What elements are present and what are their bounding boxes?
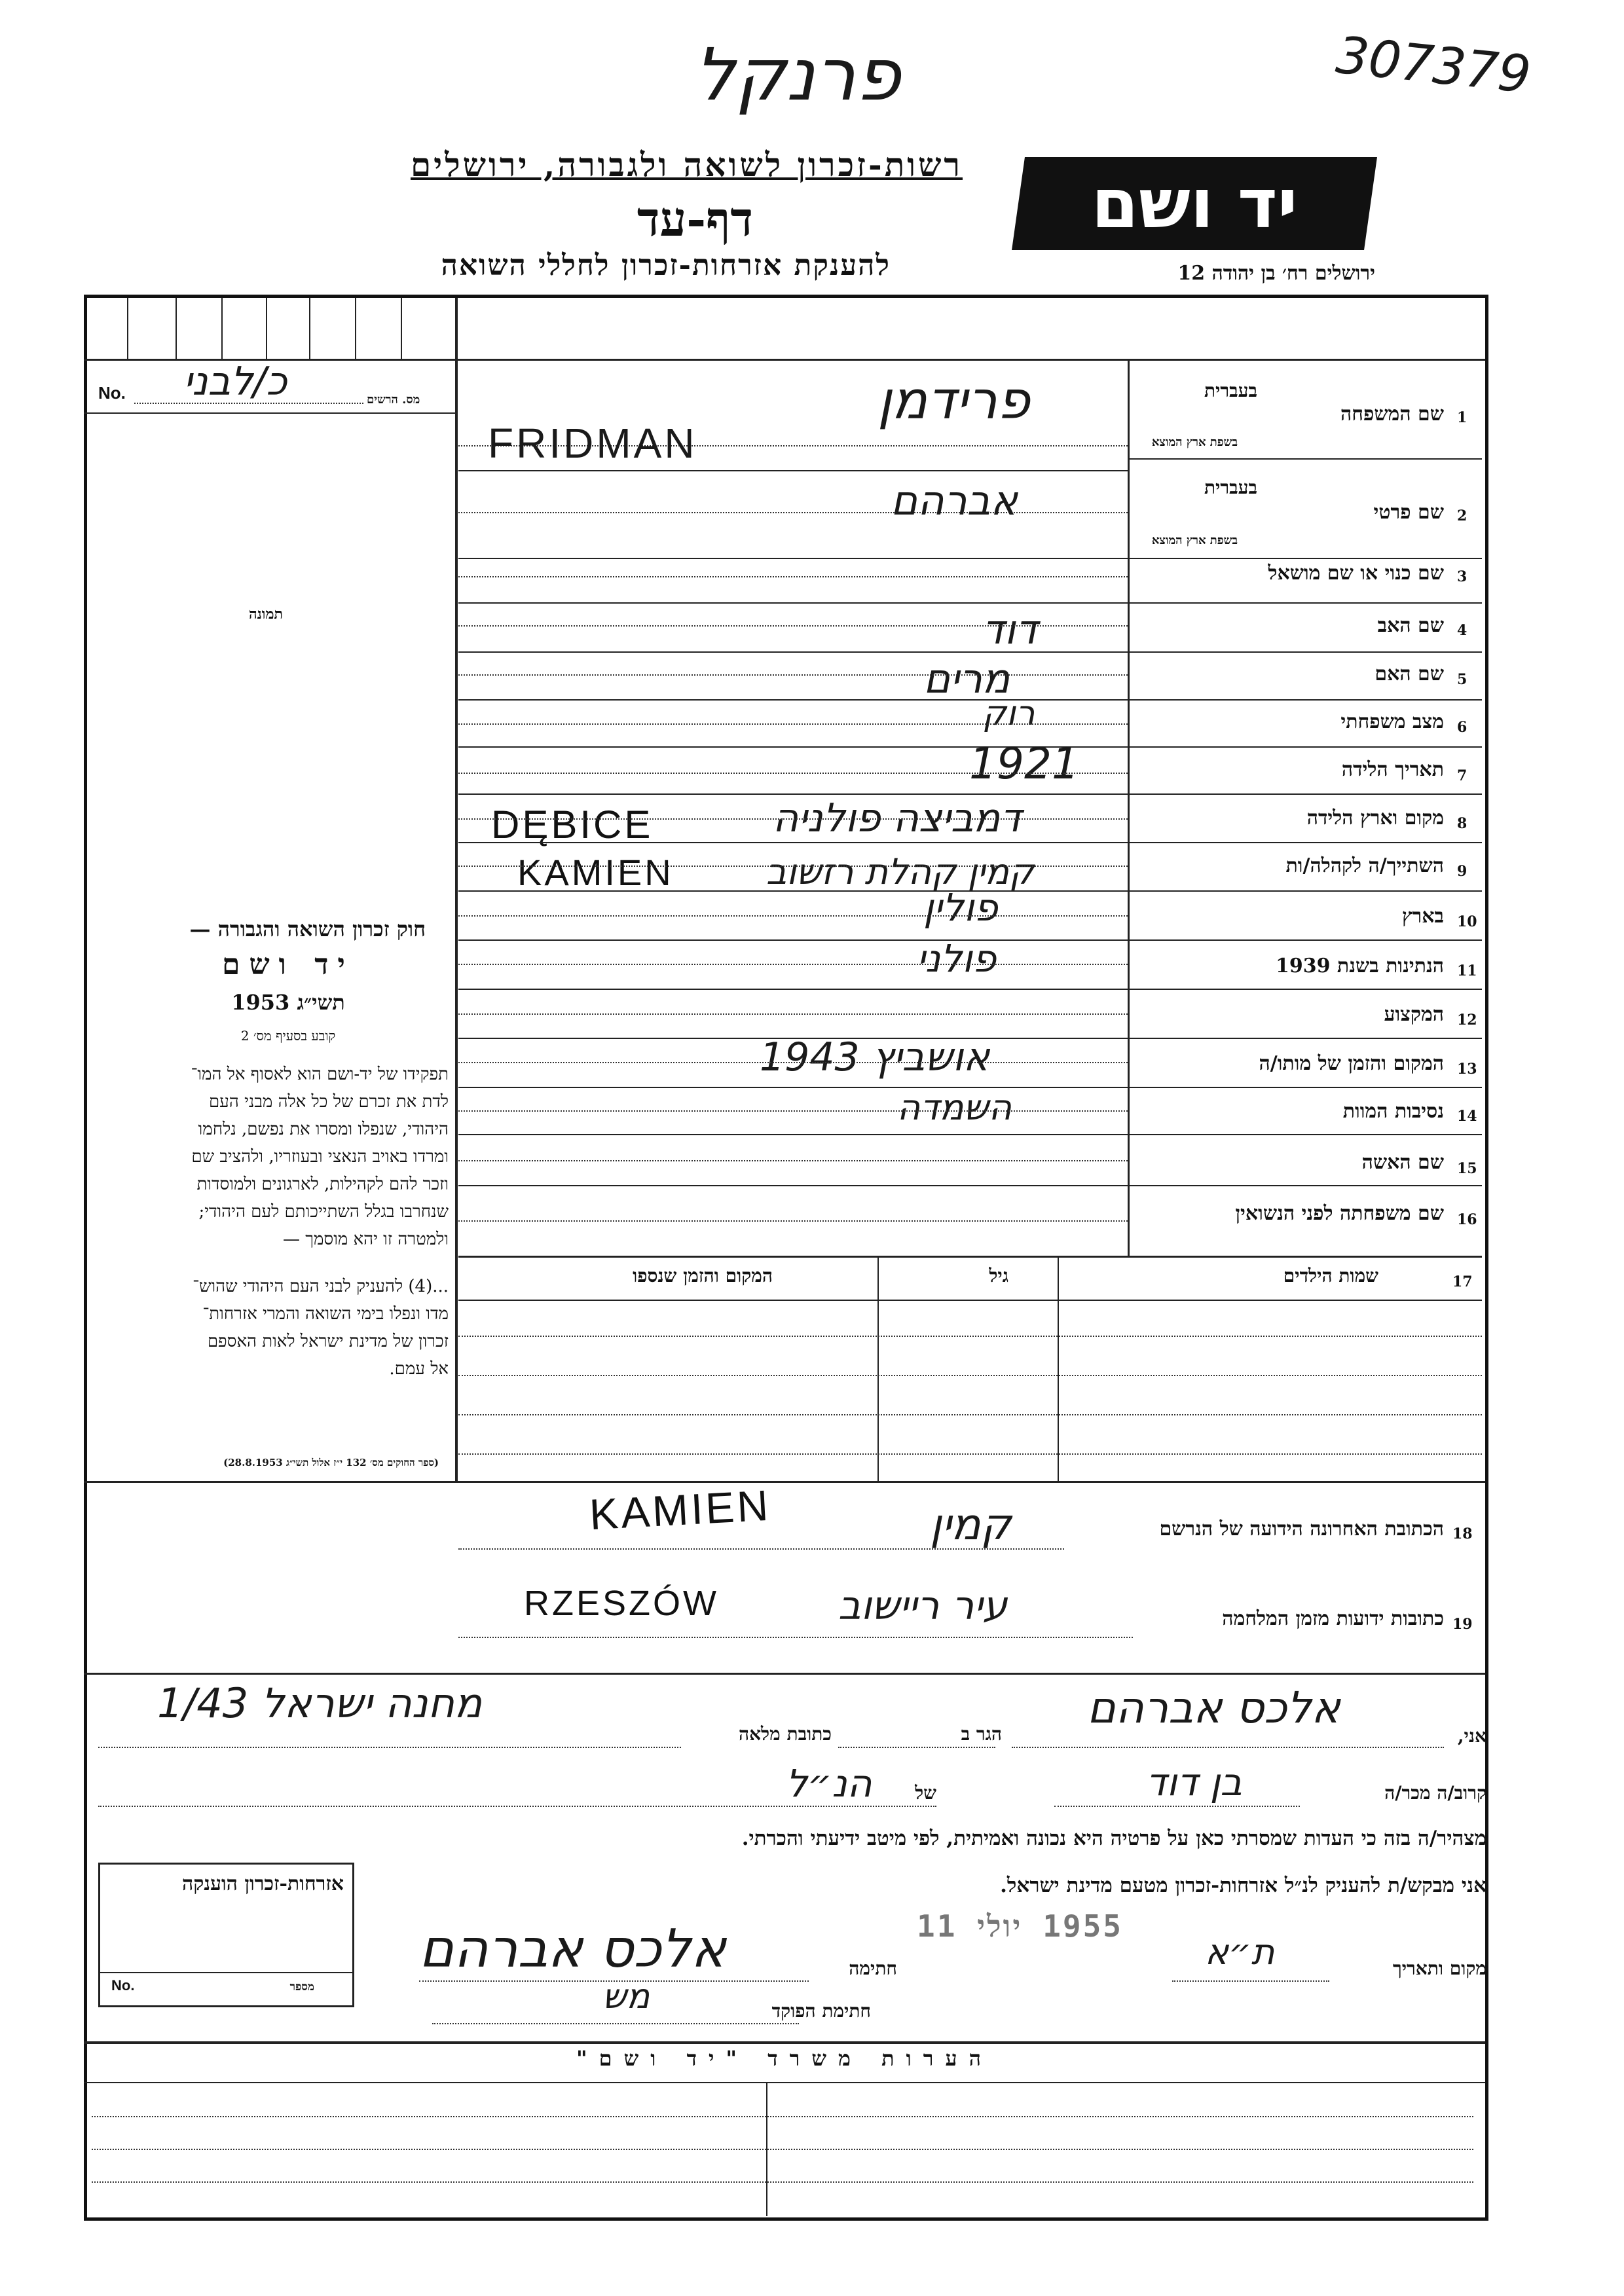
law-citation: (ספר החוקים מס׳ 132 י״ז אלול תשי״ג 28.8.1953) <box>223 1457 439 1468</box>
signature-label: חתימה <box>849 1958 897 1979</box>
field-6-label: מצב משפחתי <box>1340 710 1444 733</box>
declarant-full-address: מחנה ישראל 1/43 <box>157 1679 483 1727</box>
war-address-latin: RZESZÓW <box>524 1584 719 1623</box>
reg-no-hebrew-label: מס. הרשים <box>367 393 420 407</box>
declaration-statement: מצהיר/ה בזה כי העדות שמסרתי כאן על פרטיה היא נכונה ואמיתית, לפי מיטב ידיעתי והכרתי. <box>741 1827 1486 1850</box>
field-num: 9 <box>1457 863 1467 880</box>
law-line: תפקידו של יד-ושם הוא לאסוף אל המו־ <box>191 1065 449 1084</box>
birth-place-hebrew: דמביצה פולניה <box>773 795 1022 841</box>
field-1-label: שם המשפחה <box>1340 403 1444 426</box>
field-num: 4 <box>1457 622 1467 639</box>
field-4-label: שם האב <box>1377 614 1444 637</box>
field-8-label: מקום וארץ הלידה <box>1306 807 1444 829</box>
declarant-signature: אלכס אברהם <box>419 1918 726 1979</box>
citizenship-1939: פולני <box>917 936 997 981</box>
field-10-label: בארץ <box>1401 905 1444 928</box>
declarant-name: אלכס אברהם <box>1087 1683 1340 1733</box>
of-label: של <box>915 1782 936 1804</box>
field-num: 2 <box>1457 507 1467 524</box>
field-num: 15 <box>1457 1160 1477 1177</box>
law-paragraph <box>92 1061 449 1383</box>
logo-address: ירושלים רח׳ בן יהודה 12 <box>1177 262 1375 285</box>
father-name: דוד <box>982 606 1038 653</box>
field-15-label: שם האשה <box>1361 1151 1444 1174</box>
law-line: זכרון של מדינת ישראל לאות האספם <box>207 1332 449 1351</box>
logo-text: יד ושם <box>1091 164 1298 244</box>
field-num: 11 <box>1457 962 1477 979</box>
reg-no-value: כ/לבני <box>183 359 287 405</box>
header-authority: רשות-זכרון לשואה ולגבורה, ירושלים <box>410 145 963 184</box>
war-address-hebrew: עיר ריישוב <box>838 1583 1008 1629</box>
form-title: דף-עד <box>637 191 753 247</box>
community-latin: KAMIEN <box>517 852 674 893</box>
law-line: אל עמם. <box>389 1359 449 1379</box>
field-2-sub: בשפת ארץ המוצא <box>1151 534 1238 547</box>
place-value: ת״א <box>1205 1931 1275 1973</box>
full-address-label: כתובת מלאה <box>738 1723 832 1745</box>
birth-place-latin: DĘBICE <box>491 803 654 847</box>
field-num: 12 <box>1457 1011 1477 1029</box>
first-name-hebrew: אברהם <box>891 477 1018 524</box>
children-col-place: המקום והזמן שנספו <box>633 1265 773 1286</box>
archive-number: 307379 <box>1333 26 1534 105</box>
field-num: 13 <box>1457 1061 1477 1078</box>
field-7-label: תאריך הלידה <box>1341 758 1444 781</box>
law-clause: קובע בסעיף מס׳ 2 <box>240 1028 336 1044</box>
photo-label: תמונה <box>249 606 283 623</box>
addr-19-num: 19 <box>1452 1616 1473 1633</box>
addr-18-label: הכתובת האחרונה הידועה של הנרשם <box>1159 1518 1444 1540</box>
field-9-label: השתייך/ה לקהלה/ות <box>1285 854 1444 877</box>
law-line: וזכר להם לקהילות, לארגונים ולמוסדות <box>196 1175 449 1194</box>
marital-status: רוק <box>982 694 1035 733</box>
addr-19-label: כתובות ידועות מזמן המלחמה <box>1222 1607 1444 1630</box>
yad-vashem-logo <box>1012 157 1377 250</box>
handwritten-heading: פרנקל <box>694 33 901 117</box>
children-col-age: גיל <box>989 1265 1008 1286</box>
death-place-date: אושביץ 1943 <box>760 1034 990 1080</box>
reg-no-label: No. <box>98 383 126 403</box>
field-13-label: המקום והזמן של מותו/ה <box>1259 1052 1444 1075</box>
relation-value: בן דוד <box>1146 1760 1242 1804</box>
field-num: 1 <box>1457 409 1467 426</box>
of-value: הנ״ל <box>786 1761 872 1806</box>
declarant-ani: אני, <box>1457 1725 1486 1747</box>
field-5-label: שם האם <box>1375 663 1444 685</box>
law-name: יד ושם <box>222 948 354 981</box>
field-num: 14 <box>1457 1108 1477 1125</box>
remarks-title: הערות משרד "יד ושם" <box>576 2046 993 2071</box>
country: פולין <box>923 885 998 930</box>
field-num: 5 <box>1457 671 1467 688</box>
declarant-gar-label: הגר ב <box>961 1723 1002 1745</box>
mother-name: מרים <box>923 655 1010 702</box>
law-line: ...(4) להעניק לבני העם היהודי שהוש־ <box>193 1277 449 1296</box>
law-line: לדת את זכרם של כל אלה מבני העם <box>208 1092 449 1112</box>
label-column-divider <box>1128 359 1130 1256</box>
family-name-latin: FRIDMAN <box>488 420 697 467</box>
field-num: 8 <box>1457 815 1467 832</box>
birth-date: 1921 <box>969 738 1079 789</box>
field-12-label: המקצוע <box>1384 1003 1444 1026</box>
law-line: ולמטרה זו יהא מוסמך — <box>282 1230 449 1249</box>
field-num: 7 <box>1457 767 1467 784</box>
law-title: חוק זכרון השואה והגבורה — <box>189 917 426 941</box>
children-num: 17 <box>1452 1273 1473 1290</box>
award-number-label: מספר <box>289 1980 314 1994</box>
law-line: ומרדו באויב הנאצי ובעוזריו, ולהציב שם <box>191 1147 449 1167</box>
law-year: תשי״ג 1953 <box>231 990 345 1015</box>
officer-label: חתימת הפוקד <box>771 2000 871 2022</box>
community-hebrew: קמין קהלת רזשוב <box>766 851 1035 892</box>
left-column-divider <box>455 359 458 1483</box>
field-num: 16 <box>1457 1211 1477 1228</box>
addr-18-num: 18 <box>1452 1525 1473 1542</box>
relation-label: קרוב/ה מכר/ה <box>1384 1782 1486 1804</box>
law-line: מדו ונפלו בימי השואה והמרי אזרחות־ <box>202 1304 449 1324</box>
award-box-title: אזרחות-זכרון הוענקה <box>181 1872 344 1895</box>
award-no-label: No. <box>111 1977 135 1994</box>
children-col-names: שמות הילדים <box>1283 1265 1378 1286</box>
form-subtitle: להענקת אזרחות-זכרון לחללי השואה <box>441 249 891 282</box>
death-circumstances: השמדה <box>897 1087 1012 1128</box>
field-1-sub: בשפת ארץ המוצא <box>1151 435 1238 449</box>
law-line: היהודי, שנפלו ומסרו את נפשם, נלחמו <box>198 1120 449 1139</box>
field-3-label: שם כנוי או שם מושאל <box>1268 562 1444 585</box>
field-2-label: שם פרטי <box>1373 501 1444 524</box>
last-address-latin: KAMIEN <box>588 1480 772 1539</box>
law-line: שנחרבו בגלל השתייכותם לעם היהודי; <box>198 1202 449 1222</box>
field-1-hebrew-tag: בעברית <box>1204 380 1257 401</box>
field-num: 10 <box>1457 913 1477 930</box>
family-name-hebrew: פרידמן <box>877 370 1030 431</box>
field-num: 6 <box>1457 719 1467 736</box>
declaration-request: אני מבקש/ת להעניק לנ״ל אזרחות-זכרון מטעם מדינת ישראל. <box>1000 1874 1486 1897</box>
field-14-label: נסיבות המוות <box>1342 1100 1444 1123</box>
place-date-label: מקום ותאריך <box>1392 1958 1486 1979</box>
field-num: 3 <box>1457 568 1467 585</box>
officer-signature: מש <box>602 1977 650 2016</box>
date-stamp: 1955 יולי 11 <box>917 1908 1123 1944</box>
last-address-hebrew: קמין <box>930 1499 1012 1550</box>
field-2-hebrew-tag: בעברית <box>1204 477 1257 498</box>
field-16-label: שם משפחתה לפני הנשואין <box>1235 1202 1444 1225</box>
field-11-label: הנתינות בשנת 1939 <box>1275 955 1444 977</box>
